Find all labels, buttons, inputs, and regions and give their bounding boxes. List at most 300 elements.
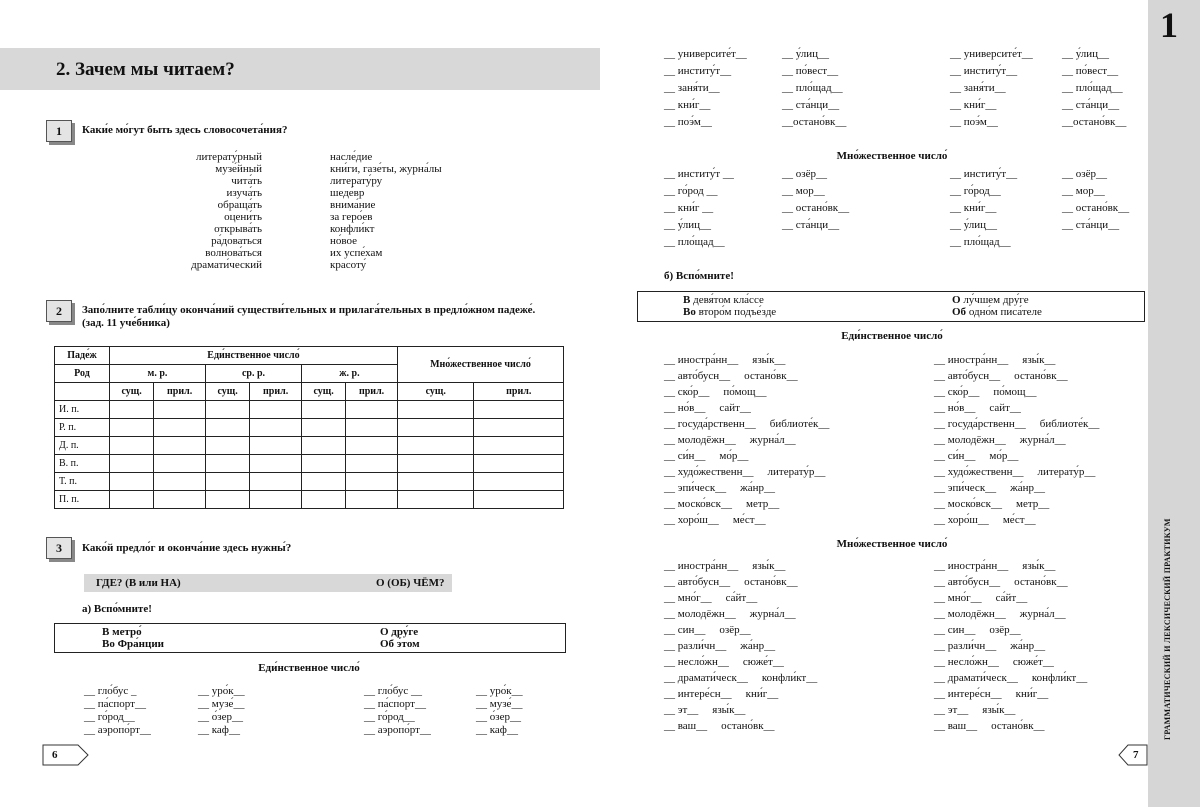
noun-blank: ме́ст__ [1002,514,1036,526]
noun-blank: конфли́кт__ [761,672,818,684]
noun-blank: метр__ [1016,498,1050,510]
adjective-blank: __ госуда́рственн__ [934,418,1026,430]
header-rod: Род [55,365,110,383]
noun-blank: жа́нр__ [740,482,776,494]
phrase-row [934,576,1068,588]
grid-item: __ каф__ [476,724,518,736]
phrase-row [664,640,775,652]
adjective-blank: __ ваш__ [664,720,708,732]
collocation-word: насле́дие [330,151,373,163]
grid-item: __ уро́к__ [476,685,523,697]
header-plural: Мно́жественное число́ [397,347,563,383]
grid-item: __ кни́г__ [950,202,997,214]
adjective-blank: __ молодёжн__ [664,608,736,620]
adjective-blank: __ молодёжн__ [934,608,1006,620]
noun-blank: библиоте́к__ [1039,418,1100,430]
adjective-blank: __ драмати́ческ__ [664,672,748,684]
empty-cell [110,491,154,509]
header-gender-n: ср. р. [205,365,301,383]
phrase-row [664,720,775,732]
empty-cell [474,455,564,473]
exercise-3-number: 3 [46,537,72,559]
empty-cell [205,401,249,419]
empty-cell [154,419,206,437]
box-a-r2: Об э́том [380,638,420,650]
grid-item: __ институ́т __ [664,168,734,180]
right-plural-rows [664,560,1144,736]
case-label: Р. п. [55,419,110,437]
adjective-blank: __ разли́чн__ [664,640,727,652]
noun-blank: язы́к__ [752,560,786,572]
noun-blank: журна́л__ [749,608,796,620]
noun-blank: язы́к__ [752,354,786,366]
empty-cell [205,491,249,509]
grid-item: __ го́род__ [84,711,135,723]
noun-blank: журна́л__ [1019,434,1066,446]
collocation-word: изуча́ть [226,187,262,199]
exercise-1-column-left [150,151,262,271]
noun-blank: озёр__ [719,624,751,636]
noun-blank: кни́г__ [745,688,779,700]
phrase-row [934,560,1055,572]
noun-blank: са́йт__ [725,592,758,604]
empty-cell [250,401,302,419]
box-b-l2: Во второ́м подъе́зде [683,306,777,318]
subheader-cell: прил. [474,383,564,401]
phrase-row [934,354,1055,366]
empty-cell [474,473,564,491]
adjective-blank: __ разли́чн__ [934,640,997,652]
grid-item: __ ста́нци__ [1062,219,1120,231]
adjective-blank: __ интере́сн__ [664,688,732,700]
phrase-row [664,498,779,510]
collocation-word: внима́ние [330,199,376,211]
adjective-blank: __ несло́жн__ [934,656,999,668]
phrase-row [934,720,1045,732]
grid-item: __ озёр__ [1062,168,1107,180]
phrase-row [934,386,1037,398]
grid-item: __ университе́т__ [664,48,747,60]
case-label: П. п. [55,491,110,509]
adjective-blank: __ молодёжн__ [934,434,1006,446]
empty-cell [346,491,398,509]
empty-cell [205,473,249,491]
empty-cell [301,401,345,419]
grid-item: __ пло́щад__ [1062,82,1123,94]
noun-blank: остано́вк__ [1014,576,1068,588]
grid-item: __ аэропо́рт__ [84,724,151,736]
adjective-blank: __ авто́бусн__ [664,370,731,382]
grid-item: __ по́вест__ [782,65,839,77]
adjective-blank: __ моско́вск__ [664,498,733,510]
empty-cell [397,401,474,419]
adjective-blank: __ эт__ [664,704,699,716]
empty-cell [250,455,302,473]
grid-item: __ пло́щад__ [782,82,843,94]
phrase-row [934,402,1021,414]
noun-blank: сайт__ [719,402,751,414]
phrase-row [664,576,798,588]
phrase-row [934,434,1066,446]
phrase-row [664,624,751,636]
collocation-word: литерату́ру [330,175,383,187]
adjective-blank: __ мно́г__ [664,592,712,604]
grid-item: __ у́лиц__ [950,219,998,231]
adjective-blank: __ драмати́ческ__ [934,672,1018,684]
noun-blank: язы́к__ [1022,560,1056,572]
phrase-row [664,386,767,398]
empty-cell [154,437,206,455]
exercise-2-question: Запо́лните табли́цу оконча́ний существи́тельных и прилага́тельных в предло́жном падеже́. [82,304,536,316]
noun-blank: остано́вк__ [744,370,798,382]
empty-cell [301,473,345,491]
phrase-row [934,498,1049,510]
phrase-row [934,640,1045,652]
empty-cell [205,419,249,437]
noun-blank: сюже́т__ [742,656,784,668]
empty-cell [250,419,302,437]
grid-item: __ поэ́м__ [664,116,712,128]
page-title: 2. Зачем мы читаем? [56,59,235,80]
adjective-blank: __ моско́вск__ [934,498,1003,510]
empty-cell [110,437,154,455]
adjective-blank: __ худо́жественн__ [664,466,754,478]
case-row [55,473,564,491]
subheader-cell: сущ. [301,383,345,401]
exercise-2-number: 2 [46,300,72,322]
grid-item: __ каф__ [198,724,240,736]
grid-item: __ го́род__ [364,711,415,723]
empty-cell [301,419,345,437]
grid-item: __ поэ́м__ [950,116,998,128]
adjective-blank: __ но́в__ [664,402,706,414]
grid-item: __ уро́к__ [198,685,245,697]
grid-item: __ мор__ [782,185,825,197]
plural-heading-top: Мно́жественное число́ [836,150,948,162]
noun-blank: кни́г__ [1015,688,1049,700]
adjective-blank: __ хоро́ш__ [664,514,719,526]
page-number-left: 6 [52,749,58,761]
collocation-word: шеде́вр [330,187,365,199]
phrase-row [934,482,1045,494]
adjective-blank: __ но́в__ [934,402,976,414]
remember-b-label: б) Вспо́мните! [664,270,734,282]
box-b-r2: Об одно́м писа́теле [952,306,1042,318]
case-label: Т. п. [55,473,110,491]
phrase-row [934,608,1066,620]
collocation-word: конфли́кт [330,223,375,235]
case-row [55,437,564,455]
phrase-row [934,672,1087,684]
grid-item: __ заня́ти__ [950,82,1006,94]
collocation-word: литерату́рный [196,151,262,163]
empty-cell [397,455,474,473]
adjective-blank: __ си́н__ [934,450,976,462]
empty-cell [154,473,206,491]
remember-a-label: а) Вспо́мните! [82,603,152,615]
case-label: В. п. [55,455,110,473]
endings-table [54,346,564,509]
case-label: Д. п. [55,437,110,455]
empty-cell [154,491,206,509]
adjective-blank: __ иностра́нн__ [934,354,1009,366]
right-singular-rows [664,354,1144,530]
empty-cell [301,455,345,473]
empty-cell [154,401,206,419]
empty-cell [346,401,398,419]
grid-item: __ институ́т__ [664,65,732,77]
empty-cell [301,491,345,509]
grid-item: __ ста́нци__ [782,219,840,231]
collocation-word: музе́йный [215,163,262,175]
grid-item: __ гло́бус _ [84,685,137,697]
box-b-r1: О лу́чшем дру́ге [952,294,1029,306]
subheader-cell: сущ. [110,383,154,401]
noun-blank: остано́вк__ [744,576,798,588]
adjective-blank: __ син__ [934,624,976,636]
empty-cell [397,491,474,509]
subheader-cell: сущ. [397,383,474,401]
plural-heading-bottom: Мно́жественное число́ [836,538,948,550]
header-gender-m: м. р. [110,365,206,383]
noun-blank: мо́р__ [989,450,1019,462]
grid-item: __ остано́вк__ [782,202,850,214]
collocation-word: волнова́ться [205,247,262,259]
subheader-cell: прил. [346,383,398,401]
box-a-r1: О дру́ге [380,626,419,638]
grid-item: __ кни́г__ [664,99,711,111]
grid-item: __ институ́т__ [950,65,1018,77]
collocation-word: кни́ги, газе́ты, журна́лы [330,163,442,175]
adjective-blank: __ ско́р__ [934,386,980,398]
grid-item: __остано́вк__ [782,116,847,128]
grid-item: __ па́спорт__ [364,698,426,710]
noun-blank: са́йт__ [995,592,1028,604]
adjective-blank: __ авто́бусн__ [664,576,731,588]
empty-cell [250,473,302,491]
box-a-l1: В метро́ [102,626,142,638]
noun-blank: остано́вк__ [1014,370,1068,382]
noun-blank: журна́л__ [1019,608,1066,620]
grid-item: __ заня́ти__ [664,82,720,94]
adjective-blank: __ худо́жественн__ [934,466,1024,478]
chapter-sidebar [1148,0,1200,807]
noun-blank: конфли́кт__ [1031,672,1088,684]
grid-item: __ пло́щад__ [664,236,725,248]
noun-blank: по́мощ__ [993,386,1037,398]
empty-cell [110,419,154,437]
collocation-word: красоту́ [330,259,367,271]
adjective-blank: __ мно́г__ [934,592,982,604]
grid-item: __ го́род __ [664,185,718,197]
grid-item: __ кни́г __ [664,202,714,214]
adjective-blank: __ ско́р__ [664,386,710,398]
adjective-blank: __ иностра́нн__ [664,354,739,366]
collocation-word: но́вое [330,235,358,247]
phrase-row [664,434,796,446]
grid-item: __ о́зер__ [198,711,243,723]
exercise-1-question: Каки́е мо́гут быть здесь словосочета́ния? [82,124,288,136]
empty-cell [346,455,398,473]
collocation-word: за геро́ев [330,211,373,223]
collocation-word: их успе́хам [330,247,383,259]
grid-item: __остано́вк__ [1062,116,1127,128]
header-padezh: Паде́ж [55,347,110,365]
phrase-row [664,592,757,604]
phrase-row [664,514,766,526]
phrase-row [664,560,785,572]
empty-cell [346,419,398,437]
phrase-row [664,704,745,716]
grid-item: __ у́лиц__ [782,48,830,60]
subheader-cell: сущ. [205,383,249,401]
empty-cell [301,437,345,455]
noun-blank: жа́нр__ [1010,640,1046,652]
grid-item: __ по́вест__ [1062,65,1119,77]
case-row [55,491,564,509]
noun-blank: сайт__ [989,402,1021,414]
chapter-number: 1 [1160,5,1178,45]
noun-blank: язы́к__ [982,704,1016,716]
empty-cell [110,473,154,491]
phrase-row [664,466,825,478]
grid-item: __ мор__ [1062,185,1105,197]
phrase-row [664,418,829,430]
noun-blank: сюже́т__ [1012,656,1054,668]
singular-heading-right: Еди́нственное число́ [841,330,943,342]
grid-item: __ пло́щад__ [950,236,1011,248]
noun-blank: язы́к__ [1022,354,1056,366]
header-gender-f: ж. р. [301,365,397,383]
subheader-cell: прил. [250,383,302,401]
noun-blank: библиоте́к__ [769,418,830,430]
phrase-row [664,450,748,462]
singular-heading-left: Еди́нственное число́ [258,662,360,674]
noun-blank: журна́л__ [749,434,796,446]
empty-cell [154,455,206,473]
noun-blank: язы́к__ [712,704,746,716]
empty-cell [205,455,249,473]
empty-cell [205,437,249,455]
adjective-blank: __ несло́жн__ [664,656,729,668]
empty-cell [346,437,398,455]
adjective-blank: __ эпи́ческ__ [934,482,997,494]
empty-cell [346,473,398,491]
empty-cell [397,437,474,455]
phrase-row [934,370,1068,382]
noun-blank: остано́вк__ [991,720,1045,732]
phrase-row [934,704,1015,716]
phrase-row [934,514,1036,526]
adjective-blank: __ хоро́ш__ [934,514,989,526]
noun-blank: литерату́р__ [767,466,826,478]
grid-item: __ па́спорт__ [84,698,146,710]
header-singular: Еди́нственное число́ [110,347,398,365]
noun-blank: литерату́р__ [1037,466,1096,478]
box-a-l2: Во Фра́нции [102,638,165,650]
collocation-word: драмати́ческий [191,259,262,271]
noun-blank: по́мощ__ [723,386,767,398]
phrase-row [934,688,1048,700]
phrase-row [664,354,785,366]
right-plural-grid [664,168,1144,253]
grid-item: __ остано́вк__ [1062,202,1130,214]
exercise-3-grid [84,685,564,737]
grid-item: __ ста́нци__ [1062,99,1120,111]
adjective-blank: __ авто́бусн__ [934,370,1001,382]
grid-item: __ музе́__ [476,698,523,710]
adjective-blank: __ ваш__ [934,720,978,732]
case-row [55,401,564,419]
adjective-blank: __ интере́сн__ [934,688,1002,700]
case-row [55,455,564,473]
grid-item: __ университе́т__ [950,48,1033,60]
empty-cell [250,491,302,509]
noun-blank: жа́нр__ [740,640,776,652]
phrase-row [664,482,775,494]
chapter-sidebar-title: ГРАММАТИЧЕСКИЙ И ЛЕКСИЧЕСКИЙ ПРАКТИКУМ [1163,518,1172,740]
grid-item: __ у́лиц__ [1062,48,1110,60]
grid-item: __ у́лиц__ [664,219,712,231]
bar-left-label: ГДЕ? (В или НА) [96,577,181,589]
phrase-row [934,450,1018,462]
exercise-1-column-right [330,151,480,271]
grid-item: __ го́род__ [950,185,1001,197]
phrase-row [934,656,1054,668]
empty-cell [397,473,474,491]
page-number-right: 7 [1133,749,1139,761]
exercise-3-question: Како́й предло́г и оконча́ние здесь нужны́? [82,542,292,554]
phrase-row [664,608,796,620]
collocation-word: ра́доваться [211,235,262,247]
noun-blank: остано́вк__ [721,720,775,732]
grid-item: __ кни́г__ [950,99,997,111]
collocation-word: открыва́ть [214,223,262,235]
phrase-row [664,370,798,382]
adjective-blank: __ госуда́рственн__ [664,418,756,430]
phrase-row [664,672,817,684]
subheader-cell: прил. [154,383,206,401]
grid-item: __ институ́т__ [950,168,1018,180]
noun-blank: жа́нр__ [1010,482,1046,494]
empty-cell [474,401,564,419]
grid-item: __ ста́нци__ [782,99,840,111]
empty-cell [474,437,564,455]
adjective-blank: __ си́н__ [664,450,706,462]
adjective-blank: __ молодёжн__ [664,434,736,446]
adjective-blank: __ авто́бусн__ [934,576,1001,588]
empty-cell [110,401,154,419]
empty-cell [110,455,154,473]
empty-cell [474,491,564,509]
case-label: И. п. [55,401,110,419]
box-b-l1: В девя́том кла́ссе [683,294,764,306]
phrase-row [664,656,784,668]
grid-item: __ о́зер__ [476,711,521,723]
noun-blank: ме́ст__ [732,514,766,526]
grid-item: __ аэропо́рт__ [364,724,431,736]
page-number-tab-left [42,744,90,766]
bar-right-label: О (ОБ) ЧЁМ? [376,577,445,589]
phrase-row [664,688,778,700]
collocation-word: чита́ть [231,175,262,187]
subheader-row [55,383,564,401]
adjective-blank: __ иностра́нн__ [934,560,1009,572]
exercise-2-question-ref: (зад. 11 уче́бника) [82,317,170,329]
adjective-blank: __ син__ [664,624,706,636]
empty-cell [397,419,474,437]
adjective-blank: __ эпи́ческ__ [664,482,727,494]
